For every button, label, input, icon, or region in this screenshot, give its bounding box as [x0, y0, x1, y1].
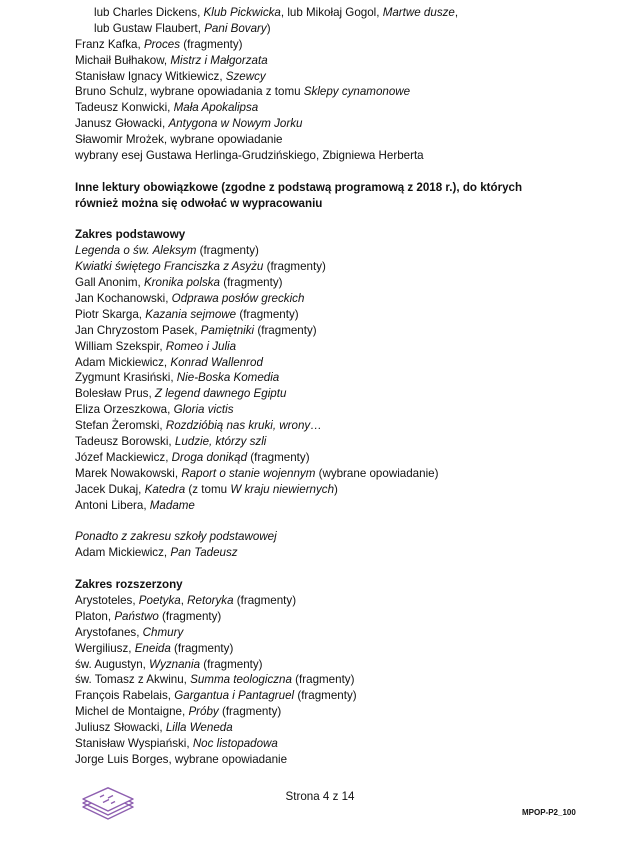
list-text: ,	[454, 6, 459, 19]
list-text: Janusz Głowacki,	[75, 117, 169, 131]
list-text: (fragmenty)	[220, 276, 283, 290]
list-text: Bolesław Prus,	[75, 387, 155, 401]
work-title: Kazania sejmowe	[145, 307, 237, 321]
work-title: Pan Tadeusz	[170, 546, 238, 560]
list-item	[75, 418, 605, 434]
work-title: Odprawa posłów greckich	[171, 292, 305, 306]
continuation-list	[75, 5, 605, 164]
list-text: Bruno Schulz, wybrane opowiadania z tomu	[75, 85, 304, 99]
list-item	[75, 386, 605, 402]
section-heading-line-2: również można się odwołać w wypracowaniu	[75, 196, 323, 210]
work-title: Pani Bovary	[204, 21, 267, 35]
list-text: ,	[180, 593, 188, 607]
list-item	[75, 275, 605, 291]
list-text: Józef Mackiewicz,	[75, 450, 172, 464]
work-title: Antygona w Nowym Jorku	[168, 117, 303, 131]
work-title: Katedra	[144, 482, 186, 496]
work-title: Klub Pickwicka	[203, 6, 281, 19]
list-text: Stanisław Ignacy Witkiewicz,	[75, 69, 226, 83]
list-item	[75, 704, 605, 720]
list-text: Jan Kochanowski,	[75, 292, 172, 306]
work-title: Mistrz i Małgorzata	[170, 53, 268, 67]
work-title: Wyznania	[149, 657, 201, 671]
list-text: św. Tomasz z Akwinu,	[75, 673, 191, 687]
list-text: (fragmenty)	[200, 657, 263, 671]
work-title: Legenda o św. Aleksym	[75, 244, 197, 258]
list-item	[75, 609, 605, 625]
list-text: (fragmenty)	[236, 307, 299, 321]
list-text: Wergiliusz,	[75, 641, 135, 655]
list-text: lub Charles Dickens,	[94, 6, 204, 19]
list-text: (fragmenty)	[170, 641, 234, 655]
list-text: lub Gustaw Flaubert,	[94, 21, 205, 35]
list-text: Jorge Luis Borges, wybrane opowiadanie	[75, 752, 288, 766]
list-item	[75, 593, 605, 609]
primary-school-list	[75, 545, 605, 561]
page-number: Strona 4 z 14	[285, 790, 355, 803]
extended-scope-list	[75, 593, 605, 768]
list-item	[75, 148, 605, 164]
list-item	[75, 450, 605, 466]
work-title: Nie-Boska Komedia	[176, 371, 280, 385]
list-text: Stanisław Wyspiański,	[75, 736, 193, 750]
list-item	[75, 53, 605, 69]
list-text: św. Augustyn,	[75, 657, 150, 671]
list-item	[75, 657, 605, 673]
list-text: François Rabelais,	[75, 689, 175, 703]
list-item	[75, 370, 605, 386]
work-title: Madame	[149, 498, 195, 512]
work-title: Noc listopadowa	[192, 736, 278, 750]
list-text: Arystofanes,	[75, 625, 143, 639]
list-text: (fragmenty)	[291, 673, 355, 687]
list-item	[75, 37, 605, 53]
list-text: (z tomu	[185, 482, 231, 496]
list-item	[75, 116, 605, 132]
list-text: Antoni Libera,	[75, 498, 150, 512]
list-text: Zygmunt Krasiński,	[75, 371, 177, 385]
list-text: wybrany esej Gustawa Herlinga-Grudzińskiego, Zbigniewa Herberta	[75, 149, 424, 163]
list-item	[75, 355, 605, 371]
list-item	[75, 100, 605, 116]
list-item	[75, 625, 605, 641]
list-text: Gall Anonim,	[75, 276, 144, 290]
list-text: Adam Mickiewicz,	[75, 355, 171, 369]
list-item	[75, 5, 605, 21]
work-title: Z legend dawnego Egiptu	[154, 387, 287, 401]
work-title: Sklepy cynamonowe	[303, 85, 411, 99]
list-text: (fragmenty)	[294, 689, 357, 703]
list-text: (fragmenty)	[218, 705, 282, 719]
list-text: (fragmenty)	[263, 260, 326, 274]
extended-scope-title: Zakres rozszerzony	[75, 578, 183, 592]
work-title: Państwo	[114, 609, 159, 623]
list-item	[75, 323, 605, 339]
list-text: (fragmenty)	[254, 323, 317, 337]
list-item	[75, 720, 605, 736]
list-text: (fragmenty)	[233, 593, 297, 607]
list-text: Jacek Dukaj,	[75, 482, 145, 496]
list-text: Jan Chryzostom Pasek,	[75, 323, 201, 337]
list-text: Arystoteles,	[75, 593, 139, 607]
basic-scope-list	[75, 243, 605, 513]
work-title: Romeo i Julia	[165, 339, 237, 353]
list-item	[75, 641, 605, 657]
list-item	[75, 402, 605, 418]
list-item	[75, 307, 605, 323]
list-item	[75, 291, 605, 307]
work-title: Droga donikąd	[171, 450, 248, 464]
work-title: Mała Apokalipsa	[173, 101, 259, 115]
work-title: Poetyka	[138, 593, 181, 607]
work-title: Kronika polska	[143, 276, 220, 290]
basic-scope-title: Zakres podstawowy	[75, 228, 186, 242]
list-text: Tadeusz Konwicki,	[75, 101, 174, 115]
list-text: Eliza Orzeszkowa,	[75, 403, 174, 417]
list-item	[75, 688, 605, 704]
list-item	[75, 339, 605, 355]
list-text: Stefan Żeromski,	[75, 419, 166, 433]
list-text: Platon,	[75, 609, 115, 623]
list-item	[75, 498, 605, 514]
list-text: (fragmenty)	[180, 37, 243, 51]
list-item	[75, 736, 605, 752]
list-item	[75, 132, 605, 148]
list-text: (fragmenty)	[247, 450, 310, 464]
list-item	[75, 545, 605, 561]
list-text: )	[266, 21, 271, 35]
work-title: Gloria victis	[173, 403, 234, 417]
work-title: Retoryka	[187, 593, 234, 607]
list-text: )	[334, 482, 338, 496]
list-text: Juliusz Słowacki,	[75, 721, 166, 735]
list-text: Piotr Skarga,	[75, 307, 146, 321]
primary-school-title: Ponadto z zakresu szkoły podstawowej	[75, 530, 277, 544]
list-item	[75, 21, 605, 37]
exam-code: MPOP-P2_100	[522, 808, 576, 817]
work-title: Raport o stanie wojennym	[181, 466, 316, 480]
list-text: (fragmenty)	[196, 244, 259, 258]
list-text: Tadeusz Borowski,	[75, 435, 175, 449]
list-text: Adam Mickiewicz,	[75, 546, 171, 560]
work-title: Konrad Wallenrod	[170, 355, 263, 369]
list-text: Sławomir Mrożek, wybrane opowiadanie	[75, 133, 283, 147]
list-text: (wybrane opowiadanie)	[315, 466, 439, 480]
list-text: , lub Mikołaj Gogol,	[280, 6, 383, 19]
list-item	[75, 466, 605, 482]
list-item	[75, 482, 605, 498]
work-title: Rozdzióbią nas kruki, wrony…	[165, 419, 322, 433]
list-item	[75, 752, 605, 768]
list-item	[75, 434, 605, 450]
work-title: Ludzie, którzy szli	[174, 435, 267, 449]
list-item	[75, 69, 605, 85]
list-item	[75, 259, 605, 275]
work-title: Kwiatki świętego Franciszka z Asyżu	[75, 260, 264, 274]
work-title: Pamiętniki	[200, 323, 255, 337]
work-title: Martwe dusze	[382, 6, 455, 19]
list-text: Franz Kafka,	[75, 37, 144, 51]
list-item	[75, 84, 605, 100]
list-item	[75, 672, 605, 688]
work-title: Próby	[188, 705, 219, 719]
list-text: William Szekspir,	[75, 339, 166, 353]
list-item	[75, 243, 605, 259]
work-title: Szewcy	[225, 69, 266, 83]
work-title: Eneida	[134, 641, 171, 655]
work-title: W kraju niewiernych	[230, 482, 335, 496]
list-text: Marek Nowakowski,	[75, 466, 182, 480]
work-title: Summa teologiczna	[190, 673, 292, 687]
section-heading-line-1: Inne lektury obowiązkowe (zgodne z podstawą programową z 2018 r.), do których	[75, 180, 523, 194]
document-body	[75, 5, 605, 768]
list-text: Michel de Montaigne,	[75, 705, 189, 719]
list-text: Michaił Bułhakow,	[75, 53, 171, 67]
work-title: Gargantua i Pantagruel	[174, 689, 295, 703]
work-title: Proces	[143, 37, 181, 51]
work-title: Chmury	[142, 625, 184, 639]
work-title: Lilla Weneda	[165, 721, 233, 735]
list-text: (fragmenty)	[158, 609, 222, 623]
